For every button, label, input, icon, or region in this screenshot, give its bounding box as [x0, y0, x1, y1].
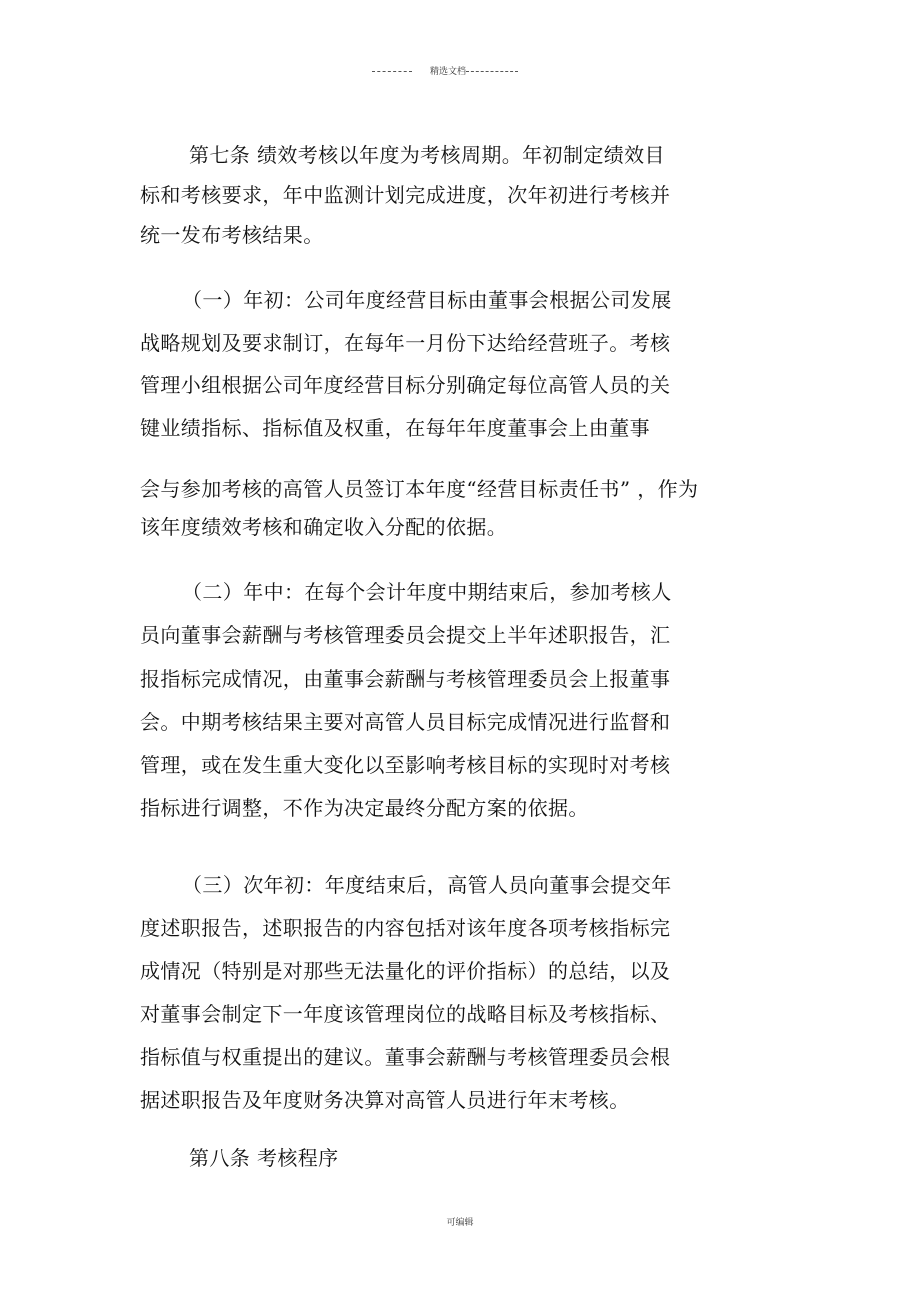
section-1-line-4: 键业绩指标、指标值及权重，在每年年度董事会上由董事	[140, 416, 650, 440]
header-dash-left	[372, 71, 412, 72]
header-dash-right	[466, 71, 518, 72]
section-2-line-6: 指标进行调整，不作为决定最终分配方案的依据。	[140, 796, 589, 820]
section-3-line-1: （三）次年初：年度结束后，高管人员向董事会提交年	[182, 873, 672, 897]
section-2-line-2: 员向董事会薪酬与考核管理委员会提交上半年述职报告，汇	[140, 623, 671, 647]
section-3-line-3: 成情况（特别是对那些无法量化的评价指标）的总结，以及	[140, 959, 671, 983]
section-1-line-5: 会与参加考核的高管人员签订本年度“经营目标责任书” ，作为	[140, 477, 699, 501]
section-3-line-5: 指标值与权重提出的建议。董事会薪酬与考核管理委员会根	[140, 1045, 671, 1069]
section-2-line-4: 会。中期考核结果主要对高管人员目标完成情况进行监督和	[140, 710, 671, 734]
section-3-line-6: 据述职报告及年度财务决算对高管人员进行年末考核。	[140, 1088, 630, 1112]
section-1-line-2: 战略规划及要求制订，在每年一月份下达给经营班子。考核	[140, 331, 671, 355]
section-3-line-2: 度述职报告，述职报告的内容包括对该年度各项考核指标完	[140, 916, 671, 940]
article-7-line-1: 第七条 绩效考核以年度为考核周期。年初制定绩效目	[189, 143, 665, 167]
header-text: 精选文档	[430, 67, 467, 77]
article-8-heading: 第八条 考核程序	[189, 1146, 339, 1170]
section-1-line-6: 该年度绩效考核和确定收入分配的依据。	[140, 515, 508, 539]
section-3-line-4: 对董事会制定下一年度该管理岗位的战略目标及考核指标、	[140, 1002, 671, 1026]
page-header	[0, 64, 920, 80]
page-footer: 可编辑	[446, 1218, 474, 1228]
section-2-line-1: （二）年中：在每个会计年度中期结束后，参加考核人	[182, 580, 672, 604]
section-1-line-3: 管理小组根据公司年度经营目标分别确定每位高管人员的关	[140, 373, 671, 397]
article-7-line-3: 统一发布考核结果。	[140, 223, 324, 247]
article-7-line-2: 标和考核要求，年中监测计划完成进度，次年初进行考核并	[140, 183, 671, 207]
section-2-line-3: 报指标完成情况，由董事会薪酬与考核管理委员会上报董事	[140, 667, 671, 691]
section-2-line-5: 管理，或在发生重大变化以至影响考核目标的实现时对考核	[140, 753, 671, 777]
section-1-line-1: （一）年初：公司年度经营目标由董事会根据公司发展	[182, 288, 672, 312]
